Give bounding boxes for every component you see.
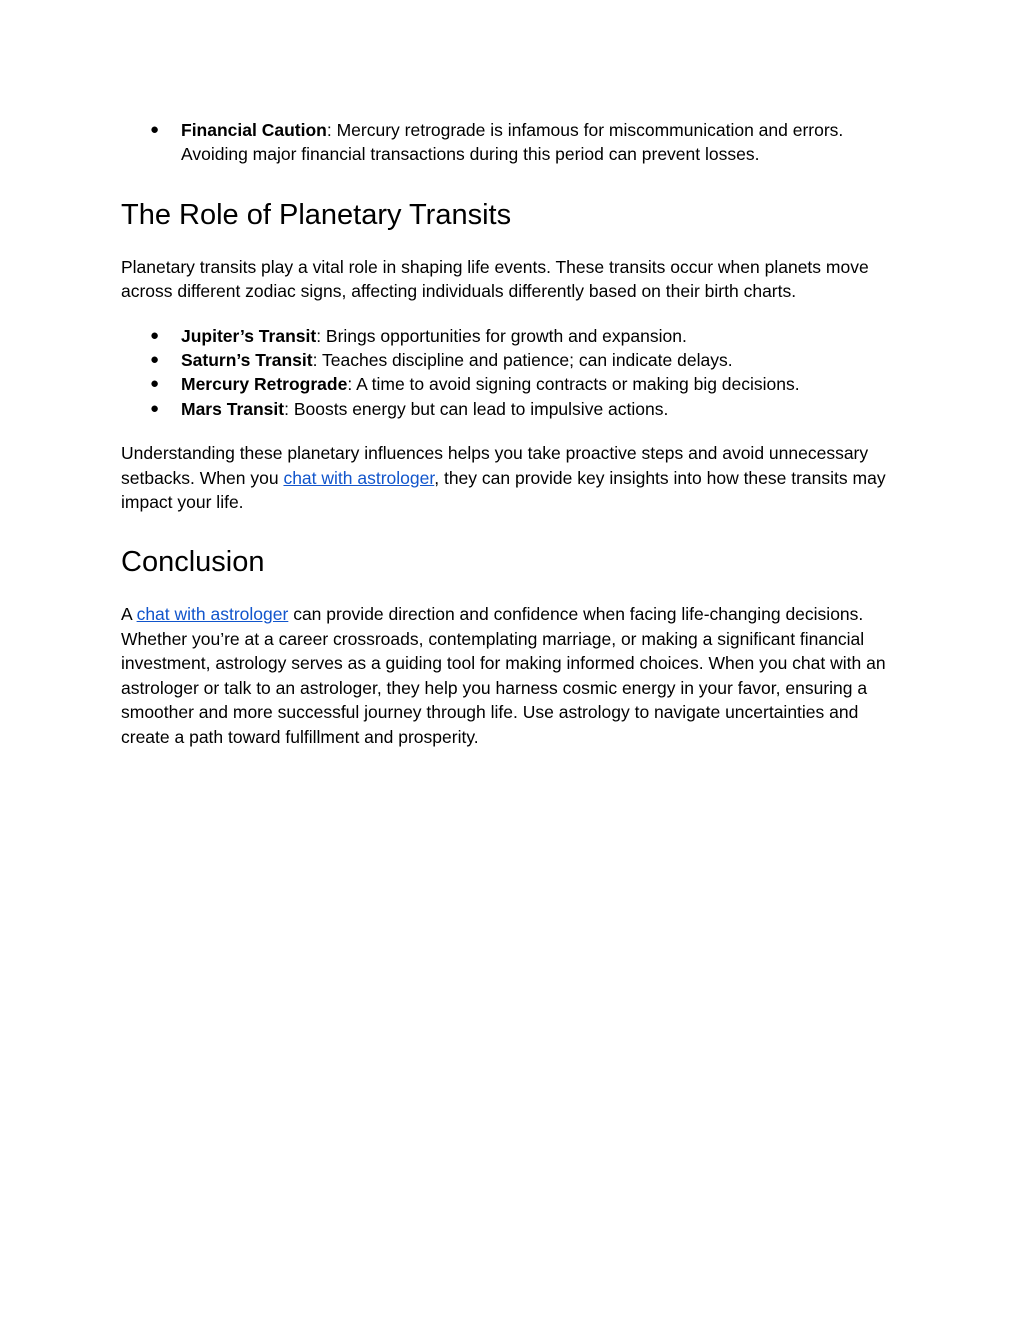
conclusion-paragraph (121, 602, 911, 748)
list-item-term: Jupiter’s Transit (181, 325, 317, 346)
chat-with-astrologer-link[interactable]: chat with astrologer (136, 604, 289, 625)
list-item-term: Saturn’s Transit (181, 350, 313, 371)
transits-outro-paragraph (121, 441, 911, 514)
list-item (121, 324, 911, 348)
section-heading-conclusion: Conclusion (121, 546, 265, 579)
bullet-icon: ● (150, 121, 160, 138)
transits-intro-paragraph: Planetary transits play a vital role in shaping life events. These transits occur when planets move across different zodiac signs, affecting individuals differently based on their birth charts. (121, 256, 869, 302)
list-item (121, 118, 911, 167)
bullet-icon: ● (150, 399, 160, 417)
bullet-icon: ● (150, 375, 160, 393)
list-item-term: Financial Caution (181, 120, 327, 140)
conclusion-text-before: A (121, 604, 137, 625)
list-item (121, 372, 911, 396)
list-item-text: : Brings opportunities for growth and expansion. (316, 325, 687, 346)
bullet-icon: ● (150, 326, 160, 344)
conclusion-text-after: can provide direction and confidence when facing life-changing decisions. Whether you’re at a career crossroads, contemplating marriage, or making a significant financial investment, astrology serves as a guiding tool for making informed choices. When you chat with an astrologer or talk to an astrologer, they help you harness cosmic energy in your favor, ensuring a smoother and more successful journey through life. Use astrology to navigate uncertainties and create a path toward fulfillment and prosperity. (121, 604, 886, 747)
list-item-term: Mars Transit (181, 398, 285, 419)
list-item-text: : Mercury retrograde is infamous for miscommunication and errors. Avoiding major financial transactions during this period can prevent losses. (181, 120, 844, 165)
list-item-text: : A time to avoid signing contracts or making big decisions. (347, 374, 800, 395)
list-item-term: Mercury Retrograde (181, 374, 348, 395)
document-page (121, 118, 911, 749)
list-item-text: : Boosts energy but can lead to impulsive actions. (284, 398, 669, 419)
outro-text-after: , they can provide key insights into how these transits may impact your life. (121, 467, 886, 513)
section-heading-transits: The Role of Planetary Transits (121, 198, 512, 231)
chat-with-astrologer-link[interactable]: chat with astrologer (283, 467, 435, 488)
list-item (121, 348, 911, 372)
outro-text-before: Understanding these planetary influences helps you take proactive steps and avoid unnecessary setbacks. When you (121, 443, 869, 488)
financial-list (121, 118, 911, 167)
list-item (121, 397, 911, 421)
transit-list (121, 324, 911, 422)
list-item-text: : Teaches discipline and patience; can indicate delays. (312, 350, 733, 371)
bullet-icon: ● (150, 351, 160, 369)
